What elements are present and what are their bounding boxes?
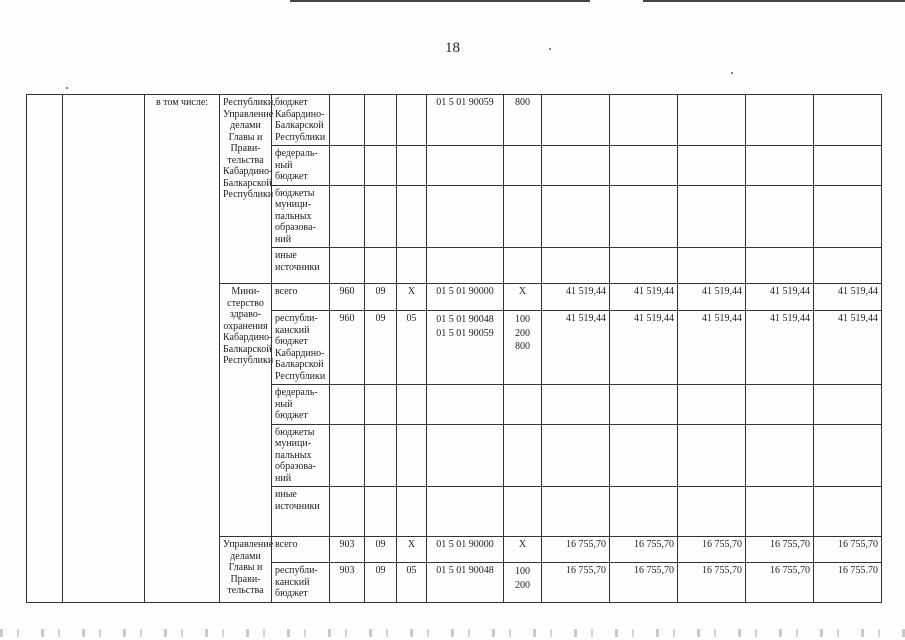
csr-code: 01 5 01 90048 xyxy=(427,563,504,603)
org-name: Мини- стерство здраво- охранения Кабардино- Балкарской Республики xyxy=(220,284,272,537)
funding-source: бюджет Кабардино- Балкарской Республики xyxy=(272,95,330,146)
amount-cell: 16 755,70 xyxy=(542,537,610,563)
org-name: Республики, Управление делами Главы и Прави- тельства Кабардино- Балкарской Республики xyxy=(220,95,272,284)
amount-cell: 41 519,44 xyxy=(610,311,678,385)
amount-cell: 16 755,70 xyxy=(678,537,746,563)
grbs-code: 960 xyxy=(330,284,365,311)
vr-code: 200 xyxy=(515,327,530,339)
funding-source: всего xyxy=(272,284,330,311)
amount-cell: 16 755,70 xyxy=(746,563,814,603)
vr-codes xyxy=(504,311,542,385)
amount-cell: 41 519,44 xyxy=(678,284,746,311)
amount-cell: 41 519,44 xyxy=(814,284,882,311)
funding-source: бюджеты муници- пальных образова- ний xyxy=(272,185,330,248)
scan-speck xyxy=(66,87,68,89)
budget-table xyxy=(26,94,882,603)
vr-code: X xyxy=(504,537,542,563)
vr-code: 100 xyxy=(515,314,530,325)
vr-code: 800 xyxy=(515,341,530,352)
pr-code: 05 xyxy=(397,563,427,603)
rz-code: 09 xyxy=(365,311,397,385)
vr-codes xyxy=(504,563,542,603)
amount-cell: 16 755,70 xyxy=(746,537,814,563)
vr-code: 100 xyxy=(515,566,530,577)
funding-source: республи- канский бюджет Кабардино- Балкарской Республики xyxy=(272,311,330,385)
amount-cell xyxy=(678,95,746,146)
amount-cell xyxy=(814,95,882,146)
vr-code: X xyxy=(504,284,542,311)
amount-cell: 41 519,44 xyxy=(678,311,746,385)
csr-code: 01 5 01 90000 xyxy=(427,284,504,311)
amount-cell: 41 519,44 xyxy=(610,284,678,311)
amount-cell: 16 755,70 xyxy=(678,563,746,603)
amount-cell xyxy=(610,95,678,146)
vr-code: 800 xyxy=(504,95,542,146)
amount-cell: 41 519,44 xyxy=(814,311,882,385)
funding-source: федераль- ный бюджет xyxy=(272,146,330,186)
amount-cell: 16 755,70 xyxy=(542,563,610,603)
amount-cell: 41 519,44 xyxy=(542,311,610,385)
in-total-label: в том числе: xyxy=(145,95,220,603)
scan-top-line xyxy=(643,0,905,2)
scan-noise xyxy=(0,629,905,637)
blank-cell xyxy=(63,95,145,603)
csr-code: 01 5 01 90059 xyxy=(436,327,494,339)
amount-cell: 41 519,44 xyxy=(746,284,814,311)
amount-cell xyxy=(746,95,814,146)
amount-cell: 16 755,70 xyxy=(814,537,882,563)
scan-speck xyxy=(731,72,733,74)
funding-source: иные источники xyxy=(272,248,330,284)
amount-cell: 16 755.70 xyxy=(814,563,882,603)
amount-cell: 16 755,70 xyxy=(610,537,678,563)
org-name: Управление делами Главы и Прави- тельства xyxy=(220,537,272,603)
scan-top-line xyxy=(290,0,590,2)
funding-source: всего xyxy=(272,537,330,563)
amount-cell xyxy=(542,95,610,146)
rz-code: 09 xyxy=(365,563,397,603)
table-row xyxy=(27,95,882,146)
pr-code: X xyxy=(397,284,427,311)
rz-code: 09 xyxy=(365,537,397,563)
csr-codes xyxy=(427,311,504,385)
grbs-code: 903 xyxy=(330,563,365,603)
funding-source: республи- канский бюджет xyxy=(272,563,330,603)
rz-code xyxy=(365,95,397,146)
csr-code: 01 5 01 90059 xyxy=(427,95,504,146)
csr-code: 01 5 01 90000 xyxy=(427,537,504,563)
pr-code: 05 xyxy=(397,311,427,385)
pr-code: X xyxy=(397,537,427,563)
pr-code xyxy=(397,95,427,146)
amount-cell: 41 519,44 xyxy=(542,284,610,311)
scan-speck xyxy=(549,48,551,50)
blank-cell xyxy=(27,95,63,603)
amount-cell: 41 519,44 xyxy=(746,311,814,385)
page-number: 18 xyxy=(445,40,460,56)
funding-source: федераль- ный бюджет xyxy=(272,385,330,425)
csr-code: 01 5 01 90048 xyxy=(436,314,494,325)
amount-cell: 16 755,70 xyxy=(610,563,678,603)
grbs-code: 960 xyxy=(330,311,365,385)
funding-source: бюджеты муници- пальных образова- ний xyxy=(272,424,330,487)
vr-code: 200 xyxy=(515,579,530,591)
grbs-code: 903 xyxy=(330,537,365,563)
rz-code: 09 xyxy=(365,284,397,311)
grbs-code xyxy=(330,95,365,146)
funding-source: иные источники xyxy=(272,487,330,537)
